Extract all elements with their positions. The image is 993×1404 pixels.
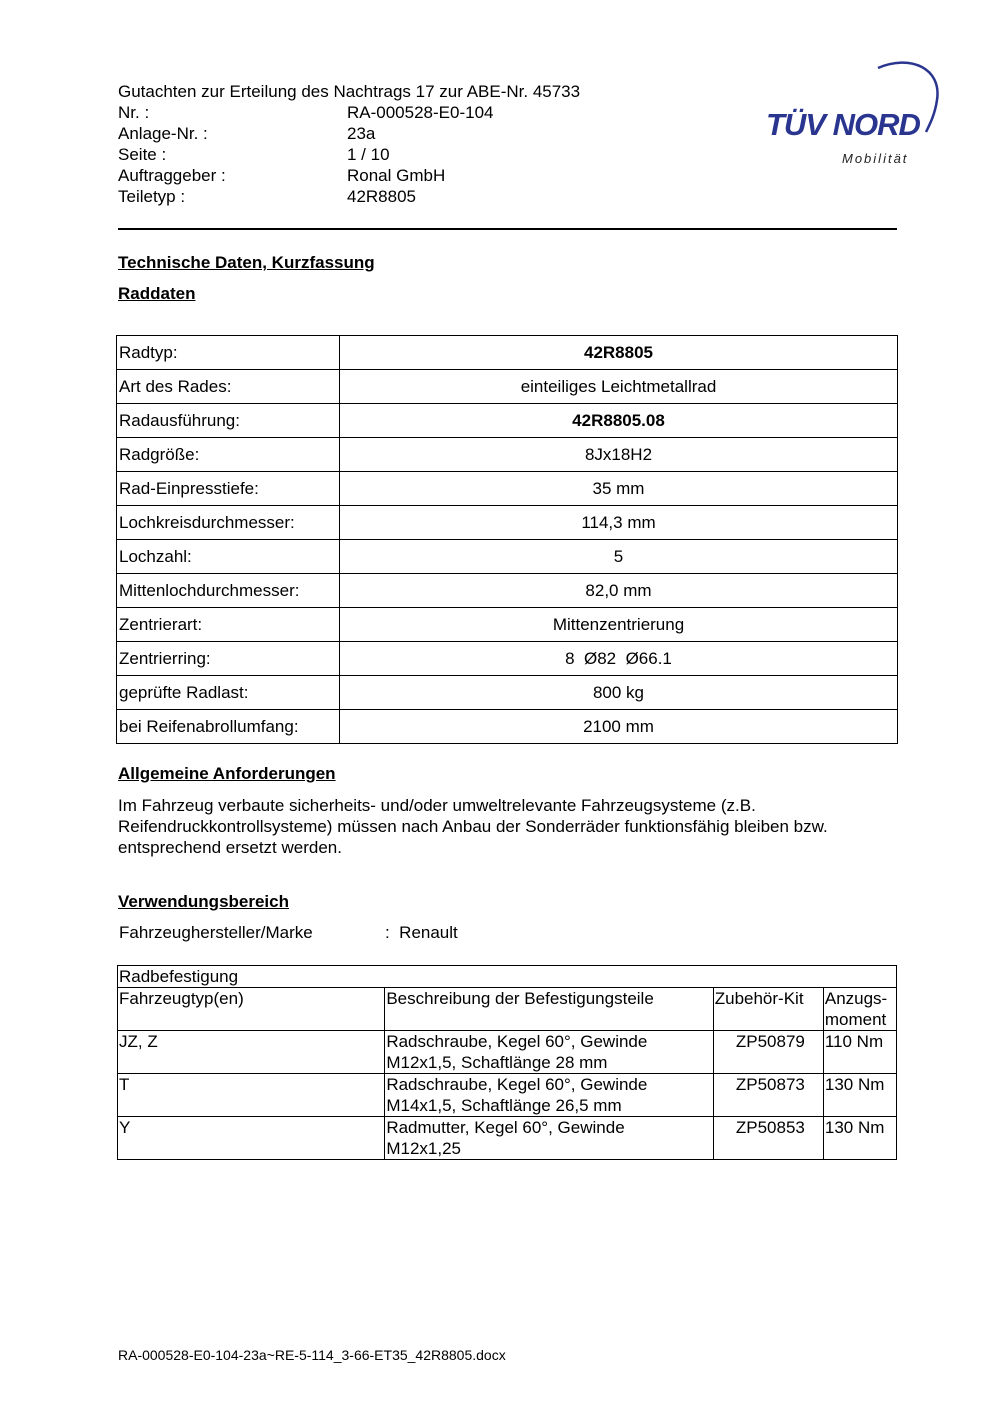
raddaten-label: Zentrierring:: [117, 642, 340, 676]
zubehoer-kit-cell: ZP50853: [713, 1117, 823, 1160]
raddaten-label: Rad-Einpresstiefe:: [117, 472, 340, 506]
fahrzeughersteller-label: Fahrzeughersteller/Marke: [119, 923, 313, 942]
header-value: 42R8805: [347, 187, 417, 206]
beschreibung-line: M14x1,5, Schaftlänge 26,5 mm: [386, 1096, 622, 1115]
zubehoer-kit-cell: ZP50879: [713, 1031, 823, 1074]
paragraph-line: Reifendruckkontrollsysteme) müssen nach Anbau der Sonderräder funktionsfähig bleiben bzw.: [118, 817, 828, 836]
raddaten-value: Mittenzentrierung: [340, 608, 898, 642]
paragraph-line: entsprechend ersetzt werden.: [118, 838, 342, 857]
header-row-seite: [118, 144, 580, 165]
header-key: Seite :: [118, 145, 167, 164]
raddaten-label: Mittenlochdurchmesser:: [117, 574, 340, 608]
beschreibung-line: Radschraube, Kegel 60°, Gewinde: [386, 1075, 648, 1094]
tuev-nord-logo-mark: [760, 56, 945, 151]
raddaten-label: Zentrierart:: [117, 608, 340, 642]
table-row: [117, 370, 898, 404]
raddaten-value: 8 Ø82 Ø66.1: [340, 642, 898, 676]
beschreibung-cell: [385, 1031, 713, 1074]
section-heading-raddaten: Raddaten: [118, 284, 196, 303]
raddaten-value: 42R8805.08: [340, 404, 898, 438]
raddaten-value: einteiliges Leichtmetallrad: [340, 370, 898, 404]
table-row: [117, 438, 898, 472]
column-header-anzugsmoment: [823, 988, 896, 1031]
column-header-line: moment: [824, 1010, 887, 1029]
raddaten-label: Radausführung:: [117, 404, 340, 438]
beschreibung-cell: [385, 1117, 713, 1160]
beschreibung-cell: [385, 1074, 713, 1117]
section-heading-verwendungsbereich: Verwendungsbereich: [118, 892, 289, 911]
header-row-auftraggeber: [118, 165, 580, 186]
anzugsmoment-cell: 130 Nm: [823, 1117, 896, 1160]
document-header: [118, 81, 580, 207]
fahrzeughersteller-value: : Renault: [385, 923, 458, 942]
fahrzeugtyp-cell: JZ, Z: [118, 1031, 385, 1074]
column-header: Zubehör-Kit: [713, 988, 823, 1031]
table-row: [117, 336, 898, 370]
table-row: [117, 472, 898, 506]
raddaten-value: 35 mm: [340, 472, 898, 506]
beschreibung-line: M12x1,25: [386, 1139, 461, 1158]
raddaten-label: Lochkreisdurchmesser:: [117, 506, 340, 540]
table-row: [117, 540, 898, 574]
table-row: [117, 404, 898, 438]
raddaten-label: Art des Rades:: [117, 370, 340, 404]
header-row-teiletyp: [118, 186, 580, 207]
radbefestigung-table: [117, 965, 897, 1160]
document-footer-filename: RA-000528-E0-104-23a~RE-5-114_3-66-ET35_42R8805.docx: [118, 1347, 506, 1363]
anzugsmoment-cell: 110 Nm: [823, 1031, 896, 1074]
zubehoer-kit-cell: ZP50873: [713, 1074, 823, 1117]
table-row: [118, 1117, 897, 1160]
table-row: [117, 506, 898, 540]
beschreibung-line: M12x1,5, Schaftlänge 28 mm: [386, 1053, 608, 1072]
raddaten-label: Radgröße:: [117, 438, 340, 472]
svg-text:TÜV NORD: TÜV NORD: [766, 107, 920, 142]
header-row-anlage: [118, 123, 580, 144]
table-row: [117, 710, 898, 744]
paragraph-line: Im Fahrzeug verbaute sicherheits- und/oder umweltrelevante Fahrzeugsysteme (z.B.: [118, 796, 756, 815]
section-heading-allgemeine-anforderungen: Allgemeine Anforderungen: [118, 764, 336, 783]
header-key: Nr. :: [118, 103, 150, 122]
fahrzeugtyp-cell: T: [118, 1074, 385, 1117]
header-value: 1 / 10: [347, 145, 390, 164]
header-key: Auftraggeber :: [118, 166, 226, 185]
table-row: [118, 966, 897, 988]
allgemeine-anforderungen-text: [118, 795, 898, 858]
fahrzeughersteller-row: [119, 923, 458, 943]
raddaten-value: 82,0 mm: [340, 574, 898, 608]
column-header: Beschreibung der Befestigungsteile: [385, 988, 713, 1031]
table-row: [118, 1074, 897, 1117]
table-row: [117, 676, 898, 710]
header-value: Ronal GmbH: [347, 166, 446, 185]
header-value: 23a: [347, 124, 376, 143]
beschreibung-line: Radmutter, Kegel 60°, Gewinde: [386, 1118, 625, 1137]
logo-subtitle: Mobilität: [842, 151, 909, 166]
header-row-nr: [118, 102, 580, 123]
raddaten-label: Radtyp:: [117, 336, 340, 370]
raddaten-value: 2100 mm: [340, 710, 898, 744]
raddaten-value: 800 kg: [340, 676, 898, 710]
raddaten-table: [116, 335, 898, 744]
table-row: [117, 608, 898, 642]
header-key: Teiletyp :: [118, 187, 186, 206]
anzugsmoment-cell: 130 Nm: [823, 1074, 896, 1117]
table-row: [117, 642, 898, 676]
column-header: Fahrzeugtyp(en): [118, 988, 385, 1031]
table-row: [118, 1031, 897, 1074]
raddaten-value: 5: [340, 540, 898, 574]
raddaten-label: bei Reifenabrollumfang:: [117, 710, 340, 744]
table-header-row: [118, 988, 897, 1031]
raddaten-value: 42R8805: [340, 336, 898, 370]
table-row: [117, 574, 898, 608]
radbefestigung-title: Radbefestigung: [118, 966, 897, 988]
raddaten-value: 8Jx18H2: [340, 438, 898, 472]
raddaten-label: geprüfte Radlast:: [117, 676, 340, 710]
raddaten-value: 114,3 mm: [340, 506, 898, 540]
header-divider: [118, 228, 897, 230]
column-header-line: Anzugs-: [824, 989, 888, 1008]
header-value: RA-000528-E0-104: [347, 103, 494, 122]
section-heading-technische-daten: Technische Daten, Kurzfassung: [118, 253, 375, 272]
header-title: Gutachten zur Erteilung des Nachtrags 17 zur ABE-Nr. 45733: [118, 82, 581, 101]
beschreibung-line: Radschraube, Kegel 60°, Gewinde: [386, 1032, 648, 1051]
fahrzeugtyp-cell: Y: [118, 1117, 385, 1160]
header-key: Anlage-Nr. :: [118, 124, 208, 143]
raddaten-label: Lochzahl:: [117, 540, 340, 574]
